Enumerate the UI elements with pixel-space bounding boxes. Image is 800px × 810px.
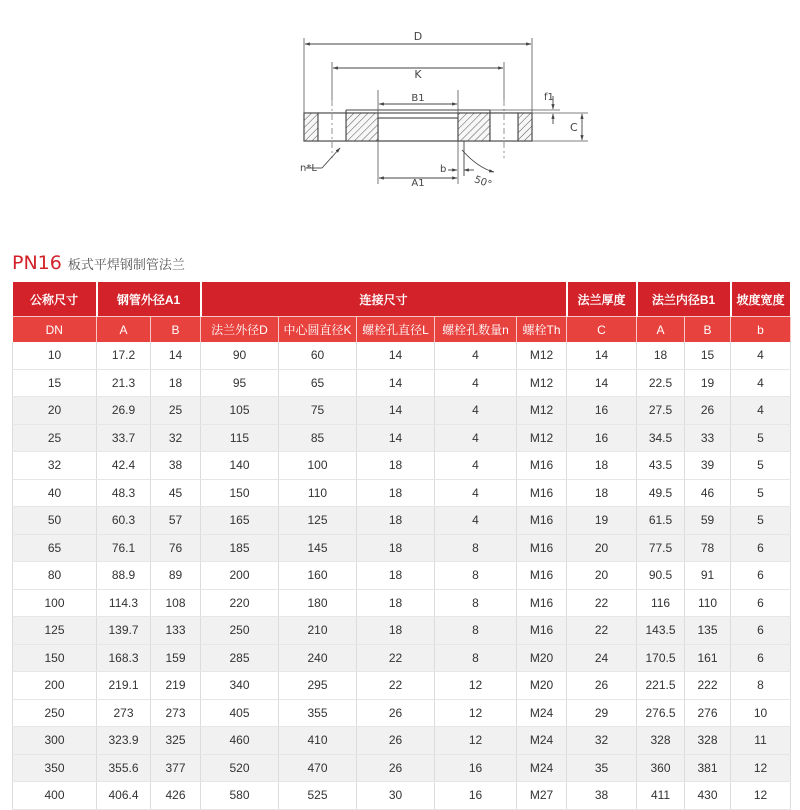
table-cell: 5 <box>731 452 791 480</box>
table-cell: 88.9 <box>97 562 151 590</box>
table-cell: M12 <box>517 342 567 369</box>
table-cell: 21.3 <box>97 369 151 397</box>
table-row <box>13 754 791 782</box>
table-cell: 76 <box>151 534 201 562</box>
column-header: 法兰外径D <box>201 317 279 343</box>
column-header: 螺栓Th <box>517 317 567 343</box>
section-title <box>12 252 185 278</box>
table-cell: 219.1 <box>97 672 151 700</box>
table-cell: 220 <box>201 589 279 617</box>
group-header: 公称尺寸 <box>13 282 97 317</box>
table-cell: 4 <box>731 397 791 425</box>
table-cell: 125 <box>13 617 97 645</box>
table-cell: 19 <box>685 369 731 397</box>
flange-drawing <box>0 0 800 240</box>
table-cell: 165 <box>201 507 279 535</box>
table-cell: 355.6 <box>97 754 151 782</box>
table-cell: 90 <box>201 342 279 369</box>
group-header: 法兰厚度 <box>567 282 637 317</box>
table-cell: M12 <box>517 424 567 452</box>
table-cell: 150 <box>201 479 279 507</box>
sub-header-row <box>13 317 791 343</box>
table-cell: 29 <box>567 699 637 727</box>
flange-dimension-table <box>12 282 792 810</box>
table-cell: 410 <box>279 727 357 755</box>
table-cell: 6 <box>731 589 791 617</box>
flange-type-subtitle: 板式平焊钢制管法兰 <box>67 258 185 273</box>
table-cell: 14 <box>357 424 435 452</box>
table-cell: 4 <box>435 369 517 397</box>
table-cell: 91 <box>685 562 731 590</box>
table-cell: 161 <box>685 644 731 672</box>
table-cell: 6 <box>731 644 791 672</box>
dim-f1-label: f1 <box>544 92 554 103</box>
bevel-angle-arc <box>462 150 494 172</box>
table-cell: M16 <box>517 534 567 562</box>
nL-leader <box>322 148 340 168</box>
table-cell: 400 <box>13 782 97 810</box>
group-header: 连接尺寸 <box>201 282 567 317</box>
table-cell: 110 <box>279 479 357 507</box>
column-header: 中心圆直径K <box>279 317 357 343</box>
table-row <box>13 342 791 369</box>
table-cell: 168.3 <box>97 644 151 672</box>
table-cell: 18 <box>357 479 435 507</box>
table-cell: 325 <box>151 727 201 755</box>
table-cell: 18 <box>357 562 435 590</box>
table-cell: M16 <box>517 452 567 480</box>
table-cell: 285 <box>201 644 279 672</box>
table-cell: 170.5 <box>637 644 685 672</box>
table-cell: 80 <box>13 562 97 590</box>
table-row <box>13 534 791 562</box>
dim-B1-label: B1 <box>411 93 425 104</box>
table-cell: M24 <box>517 754 567 782</box>
table-cell: 300 <box>13 727 97 755</box>
table-cell: 135 <box>685 617 731 645</box>
table-cell: 381 <box>685 754 731 782</box>
column-header: 螺栓孔数量n <box>435 317 517 343</box>
table-cell: 18 <box>357 452 435 480</box>
table-cell: 323.9 <box>97 727 151 755</box>
table-cell: 12 <box>435 699 517 727</box>
table-cell: 240 <box>279 644 357 672</box>
pressure-class-title: PN16 <box>12 252 62 274</box>
table-cell: 14 <box>567 369 637 397</box>
table-cell: 411 <box>637 782 685 810</box>
dim-A1-label: A1 <box>411 178 425 189</box>
table-cell: 18 <box>357 534 435 562</box>
table-cell: 520 <box>201 754 279 782</box>
group-header: 钢管外径A1 <box>97 282 201 317</box>
table-cell: 221.5 <box>637 672 685 700</box>
table-cell: 355 <box>279 699 357 727</box>
table-cell: M20 <box>517 644 567 672</box>
table-cell: 22 <box>357 644 435 672</box>
table-row <box>13 617 791 645</box>
table-cell: 145 <box>279 534 357 562</box>
table-cell: 45 <box>151 479 201 507</box>
table-cell: 14 <box>357 342 435 369</box>
table-cell: 360 <box>637 754 685 782</box>
column-header: B <box>685 317 731 343</box>
table-cell: 340 <box>201 672 279 700</box>
table-cell: 95 <box>201 369 279 397</box>
table-cell: 250 <box>13 699 97 727</box>
group-header-row <box>13 282 791 317</box>
table-row <box>13 424 791 452</box>
table-cell: 33 <box>685 424 731 452</box>
table-cell: 26 <box>357 754 435 782</box>
table-cell: 14 <box>151 342 201 369</box>
table-cell: 22 <box>567 617 637 645</box>
table-cell: 57 <box>151 507 201 535</box>
column-header: 螺栓孔直径L <box>357 317 435 343</box>
table-cell: 32 <box>13 452 97 480</box>
table-cell: 4 <box>435 452 517 480</box>
table-cell: 17.2 <box>97 342 151 369</box>
table-cell: 43.5 <box>637 452 685 480</box>
table-cell: 377 <box>151 754 201 782</box>
table-cell: 139.7 <box>97 617 151 645</box>
table-cell: 10 <box>731 699 791 727</box>
table-cell: 50 <box>13 507 97 535</box>
table-cell: 38 <box>567 782 637 810</box>
table-cell: 18 <box>357 617 435 645</box>
group-header: 法兰内径B1 <box>637 282 731 317</box>
table-cell: 24 <box>567 644 637 672</box>
table-cell: 6 <box>731 534 791 562</box>
table-cell: 276 <box>685 699 731 727</box>
table-cell: 20 <box>567 534 637 562</box>
table-cell: 108 <box>151 589 201 617</box>
table-row <box>13 507 791 535</box>
table-cell: 10 <box>13 342 97 369</box>
table-cell: 78 <box>685 534 731 562</box>
table-cell: 8 <box>435 562 517 590</box>
table-cell: 8 <box>435 589 517 617</box>
table-cell: 6 <box>731 562 791 590</box>
table-cell: 18 <box>637 342 685 369</box>
table-cell: 426 <box>151 782 201 810</box>
table-row <box>13 369 791 397</box>
table-cell: 20 <box>13 397 97 425</box>
table-cell: 4 <box>435 397 517 425</box>
table-cell: M12 <box>517 369 567 397</box>
table-cell: 38 <box>151 452 201 480</box>
table-cell: 22.5 <box>637 369 685 397</box>
column-header: A <box>97 317 151 343</box>
dim-b-label: b <box>440 164 447 175</box>
table-cell: 18 <box>357 589 435 617</box>
table-cell: 76.1 <box>97 534 151 562</box>
group-header: 坡度宽度 <box>731 282 791 317</box>
table-body <box>13 342 791 809</box>
table-cell: 22 <box>357 672 435 700</box>
table-cell: 25 <box>13 424 97 452</box>
table-cell: 200 <box>201 562 279 590</box>
table-cell: 114.3 <box>97 589 151 617</box>
table-row <box>13 589 791 617</box>
table-cell: 39 <box>685 452 731 480</box>
table-cell: M16 <box>517 562 567 590</box>
table-cell: 405 <box>201 699 279 727</box>
table-cell: 350 <box>13 754 97 782</box>
column-header: DN <box>13 317 97 343</box>
table-cell: 219 <box>151 672 201 700</box>
table-row <box>13 479 791 507</box>
table-cell: 5 <box>731 507 791 535</box>
table-cell: 15 <box>13 369 97 397</box>
table-cell: 133 <box>151 617 201 645</box>
table-cell: 12 <box>731 754 791 782</box>
table-cell: 90.5 <box>637 562 685 590</box>
table-cell: 580 <box>201 782 279 810</box>
table-cell: M20 <box>517 672 567 700</box>
table-cell: 8 <box>435 644 517 672</box>
table-cell: 273 <box>151 699 201 727</box>
table-cell: 16 <box>567 424 637 452</box>
table-cell: 180 <box>279 589 357 617</box>
table-cell: 4 <box>435 507 517 535</box>
dim-D-label: D <box>413 30 423 43</box>
table-cell: 48.3 <box>97 479 151 507</box>
table-cell: 19 <box>567 507 637 535</box>
table-cell: 33.7 <box>97 424 151 452</box>
table-cell: 100 <box>13 589 97 617</box>
table-cell: 34.5 <box>637 424 685 452</box>
table-cell: 4 <box>731 342 791 369</box>
table-cell: 12 <box>435 727 517 755</box>
table-cell: 26 <box>357 699 435 727</box>
table-cell: 26 <box>567 672 637 700</box>
table-cell: 430 <box>685 782 731 810</box>
table-cell: 200 <box>13 672 97 700</box>
column-header: b <box>731 317 791 343</box>
table-cell: 40 <box>13 479 97 507</box>
table-cell: 32 <box>567 727 637 755</box>
table-cell: 89 <box>151 562 201 590</box>
dim-K-label: K <box>414 68 422 81</box>
table-cell: 22 <box>567 589 637 617</box>
table-cell: 18 <box>567 452 637 480</box>
table-cell: 65 <box>279 369 357 397</box>
bevel-angle-label: 50° <box>472 174 494 191</box>
table-cell: 8 <box>731 672 791 700</box>
table-cell: 143.5 <box>637 617 685 645</box>
table-cell: M24 <box>517 699 567 727</box>
table-cell: 59 <box>685 507 731 535</box>
table-cell: 8 <box>435 534 517 562</box>
table-cell: 85 <box>279 424 357 452</box>
table-cell: 5 <box>731 424 791 452</box>
table-cell: 12 <box>435 672 517 700</box>
table-cell: 11 <box>731 727 791 755</box>
table-cell: M16 <box>517 589 567 617</box>
table-cell: 14 <box>567 342 637 369</box>
table-cell: 46 <box>685 479 731 507</box>
table-cell: 32 <box>151 424 201 452</box>
table-cell: 295 <box>279 672 357 700</box>
table-cell: M16 <box>517 617 567 645</box>
table-cell: 159 <box>151 644 201 672</box>
table-cell: 185 <box>201 534 279 562</box>
table-cell: 150 <box>13 644 97 672</box>
table-cell: 5 <box>731 479 791 507</box>
table-cell: 110 <box>685 589 731 617</box>
table-cell: 18 <box>151 369 201 397</box>
table-cell: 77.5 <box>637 534 685 562</box>
table-cell: 100 <box>279 452 357 480</box>
table-row <box>13 699 791 727</box>
table-cell: 4 <box>435 342 517 369</box>
table-cell: 25 <box>151 397 201 425</box>
table-cell: 26.9 <box>97 397 151 425</box>
table-cell: 42.4 <box>97 452 151 480</box>
table-cell: 60 <box>279 342 357 369</box>
table-cell: 160 <box>279 562 357 590</box>
table-cell: 14 <box>357 369 435 397</box>
table-cell: 26 <box>357 727 435 755</box>
table-cell: 4 <box>435 424 517 452</box>
table-cell: 65 <box>13 534 97 562</box>
table-cell: 328 <box>685 727 731 755</box>
flange-section <box>304 110 532 141</box>
dim-C-label: C <box>570 121 578 134</box>
table-cell: 16 <box>435 754 517 782</box>
table-cell: 27.5 <box>637 397 685 425</box>
table-cell: 18 <box>567 479 637 507</box>
table-cell: 328 <box>637 727 685 755</box>
table-cell: 250 <box>201 617 279 645</box>
table-cell: M16 <box>517 479 567 507</box>
table-cell: 406.4 <box>97 782 151 810</box>
table-cell: M24 <box>517 727 567 755</box>
table-row <box>13 672 791 700</box>
table-cell: 16 <box>435 782 517 810</box>
table-cell: 75 <box>279 397 357 425</box>
table-row <box>13 782 791 810</box>
table-cell: 222 <box>685 672 731 700</box>
table-cell: 460 <box>201 727 279 755</box>
table-cell: 125 <box>279 507 357 535</box>
table-cell: 210 <box>279 617 357 645</box>
table-cell: M12 <box>517 397 567 425</box>
table-cell: 14 <box>357 397 435 425</box>
column-header: B <box>151 317 201 343</box>
table-cell: 105 <box>201 397 279 425</box>
table-cell: 30 <box>357 782 435 810</box>
table-cell: 18 <box>357 507 435 535</box>
table-cell: 15 <box>685 342 731 369</box>
table-cell: M16 <box>517 507 567 535</box>
table-cell: 16 <box>567 397 637 425</box>
table-cell: 4 <box>435 479 517 507</box>
table-row <box>13 562 791 590</box>
table-cell: 61.5 <box>637 507 685 535</box>
table-cell: 8 <box>435 617 517 645</box>
dim-nL-label: n*L <box>300 163 317 174</box>
table-cell: 276.5 <box>637 699 685 727</box>
table-row <box>13 397 791 425</box>
table-row <box>13 727 791 755</box>
table-cell: 140 <box>201 452 279 480</box>
table-cell: M27 <box>517 782 567 810</box>
table-row <box>13 452 791 480</box>
table-cell: 20 <box>567 562 637 590</box>
table-cell: 4 <box>731 369 791 397</box>
table-cell: 525 <box>279 782 357 810</box>
table-cell: 6 <box>731 617 791 645</box>
table-row <box>13 644 791 672</box>
table-cell: 115 <box>201 424 279 452</box>
table-cell: 26 <box>685 397 731 425</box>
table-cell: 35 <box>567 754 637 782</box>
table-cell: 49.5 <box>637 479 685 507</box>
table-cell: 60.3 <box>97 507 151 535</box>
table-cell: 12 <box>731 782 791 810</box>
table-cell: 470 <box>279 754 357 782</box>
table-cell: 116 <box>637 589 685 617</box>
table-cell: 273 <box>97 699 151 727</box>
column-header: C <box>567 317 637 343</box>
column-header: A <box>637 317 685 343</box>
